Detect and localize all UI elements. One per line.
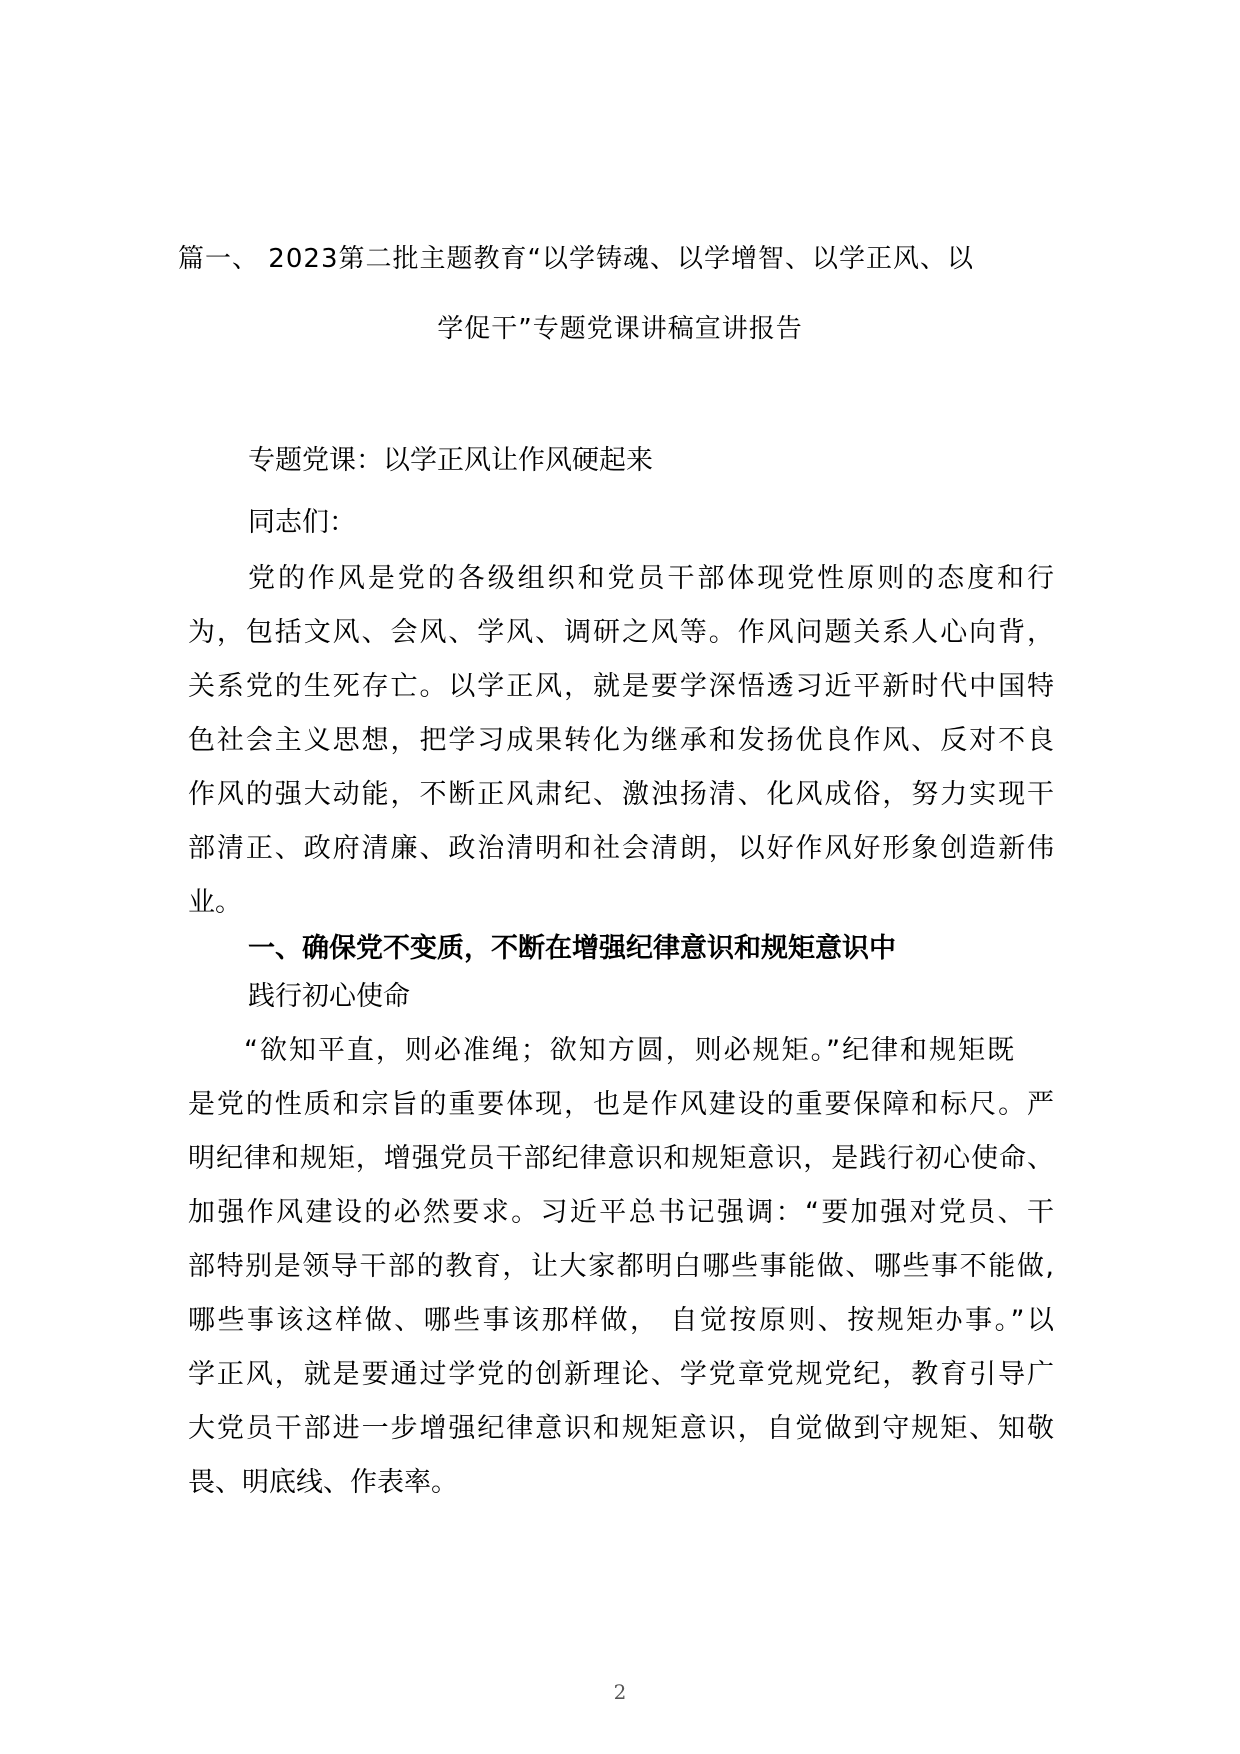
paragraph-line: 业。 xyxy=(188,887,242,918)
paragraph-line: 哪些事该这样做、哪些事该那样做， 自觉按原则、按规矩办事。”以 xyxy=(188,1305,1054,1336)
paragraph-line: 加强作风建设的必然要求。习近平总书记强调：“要加强对党员、干 xyxy=(188,1197,1054,1228)
paragraph-line: 关系党的生死存亡。以学正风，就是要学深悟透习近平新时代中国特 xyxy=(188,671,1054,702)
paragraph-line: 为，包括文风、会风、学风、调研之风等。作风问题关系人心向背， xyxy=(188,617,1054,648)
paragraph-line: 部特别是领导干部的教育，让大家都明白哪些事能做、哪些事不能做, xyxy=(188,1251,1054,1282)
paragraph-line: 畏、明底线、作表率。 xyxy=(188,1467,458,1498)
document-title-line-2: 学促干”专题党课讲稿宣讲报告 xyxy=(437,314,803,344)
section-heading: 一、确保党不变质，不断在增强纪律意识和规矩意识中 xyxy=(248,933,896,964)
paragraph-line: 明纪律和规矩，增强党员干部纪律意识和规矩意识，是践行初心使命、 xyxy=(188,1143,1054,1174)
paragraph-line: 学正风，就是要通过学党的创新理论、学党章党规党纪，教育引导广 xyxy=(188,1359,1054,1390)
lecture-subtitle: 专题党课：以学正风让作风硬起来 xyxy=(248,445,653,476)
paragraph-line: 色社会主义思想，把学习成果转化为继承和发扬优良作风、反对不良 xyxy=(188,725,1054,756)
paragraph-line: 党的作风是党的各级组织和党员干部体现党性原则的态度和行 xyxy=(248,563,1054,594)
paragraph-line: 部清正、政府清廉、政治清明和社会清朗，以好作风好形象创造新伟 xyxy=(188,833,1054,864)
section-heading-continuation: 践行初心使命 xyxy=(248,981,410,1012)
paragraph-line: 是党的性质和宗旨的重要体现，也是作风建设的重要保障和标尺。严 xyxy=(188,1089,1054,1120)
paragraph-line: 作风的强大动能，不断正风肃纪、激浊扬清、化风成俗，努力实现干 xyxy=(188,779,1054,810)
paragraph-line: “欲知平直，则必准绳；欲知方圆，则必规矩。”纪律和规矩既 xyxy=(244,1035,1014,1066)
paragraph-line: 大党员干部进一步增强纪律意识和规矩意识，自觉做到守规矩、知敬 xyxy=(188,1413,1054,1444)
greeting: 同志们： xyxy=(248,507,356,538)
document-title-line-1: 篇一、 2023第二批主题教育“以学铸魂、以学增智、以学正风、以 xyxy=(178,244,974,274)
page-number: 2 xyxy=(613,1680,627,1704)
